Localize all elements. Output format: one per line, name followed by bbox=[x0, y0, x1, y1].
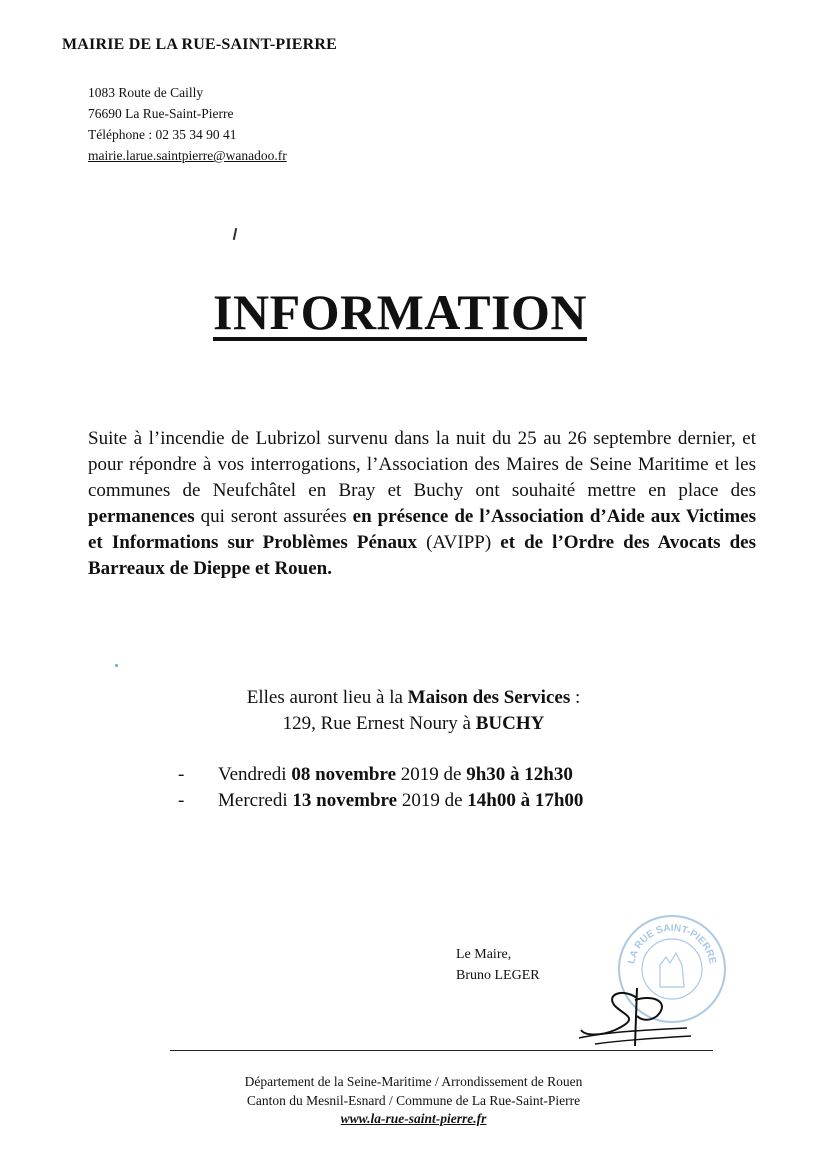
main-paragraph bbox=[88, 426, 756, 582]
ink-mark bbox=[233, 228, 237, 240]
date-date: 13 novembre bbox=[292, 790, 398, 811]
email-link[interactable]: mairie.larue.saintpierre@wanadoo.fr bbox=[88, 148, 287, 163]
date-bullet: - bbox=[178, 790, 185, 811]
dates-list bbox=[178, 762, 583, 814]
location-town: BUCHY bbox=[475, 713, 545, 734]
location-street: 129, Rue Ernest Noury à bbox=[282, 713, 476, 734]
signature-name: Bruno LEGER bbox=[456, 968, 540, 983]
footer-line-1: Département de la Seine-Maritime / Arrondissement de Rouen bbox=[244, 1074, 583, 1089]
address-block bbox=[88, 82, 287, 166]
location-line-2 bbox=[0, 712, 827, 736]
address-city: 76690 La Rue-Saint-Pierre bbox=[88, 106, 234, 121]
paragraph-text-1: Suite à l’incendie de Lubrizol survenu dans la nuit du 25 au 26 septembre dernier, et pour répondre à vos interrogations, l’Association des Maires de Seine Maritime et les communes de Neufchâtel en Bray et Buchy ont souhaité mettre en place des bbox=[88, 428, 756, 501]
signature-block bbox=[456, 944, 540, 986]
ordre-bold: et de l’Ordre des Avocats des Barreaux de Dieppe et Rouen. bbox=[88, 532, 757, 579]
stamp-text: LA RUE SAINT-PIERRE bbox=[626, 922, 718, 965]
date-row-2 bbox=[178, 788, 583, 814]
handwritten-signature bbox=[575, 980, 695, 1060]
footer-line-2: Canton du Mesnil-Esnard / Commune de La Rue-Saint-Pierre bbox=[246, 1093, 581, 1108]
mairie-heading: MAIRIE DE LA RUE-SAINT-PIERRE bbox=[62, 36, 338, 53]
footer-divider bbox=[170, 1050, 713, 1051]
paragraph-text-2: qui seront assurées bbox=[194, 506, 353, 527]
location-colon: : bbox=[570, 687, 581, 708]
date-row-1 bbox=[178, 762, 583, 788]
date-date: 08 novembre bbox=[291, 764, 397, 785]
website-link[interactable]: www.la-rue-saint-pierre.fr bbox=[340, 1111, 487, 1126]
page-title: INFORMATION bbox=[213, 284, 588, 340]
date-year: 2019 de bbox=[396, 764, 467, 785]
date-day: Mercredi bbox=[218, 790, 293, 811]
avipp-text: (AVIPP) bbox=[417, 532, 501, 553]
phone-number: Téléphone : 02 35 34 90 41 bbox=[88, 127, 237, 142]
date-year: 2019 de bbox=[397, 790, 468, 811]
date-time: 14h00 à 17h00 bbox=[467, 790, 584, 811]
date-bullet: - bbox=[178, 764, 185, 785]
location-place: Maison des Services bbox=[407, 687, 571, 708]
address-street: 1083 Route de Cailly bbox=[88, 85, 204, 100]
footer-website-row bbox=[0, 1109, 827, 1128]
date-time: 9h30 à 12h30 bbox=[466, 764, 573, 785]
permanences-bold: permanences bbox=[88, 506, 195, 527]
date-day: Vendredi bbox=[218, 764, 292, 785]
presence-bold: en présence de l’Association d’Aide aux Victimes et Informations sur Problèmes Pénaux bbox=[88, 506, 756, 553]
location-intro: Elles auront lieu à la bbox=[246, 687, 408, 708]
signature-role: Le Maire, bbox=[456, 947, 512, 962]
speck bbox=[115, 664, 118, 667]
location-line-1 bbox=[0, 686, 827, 710]
